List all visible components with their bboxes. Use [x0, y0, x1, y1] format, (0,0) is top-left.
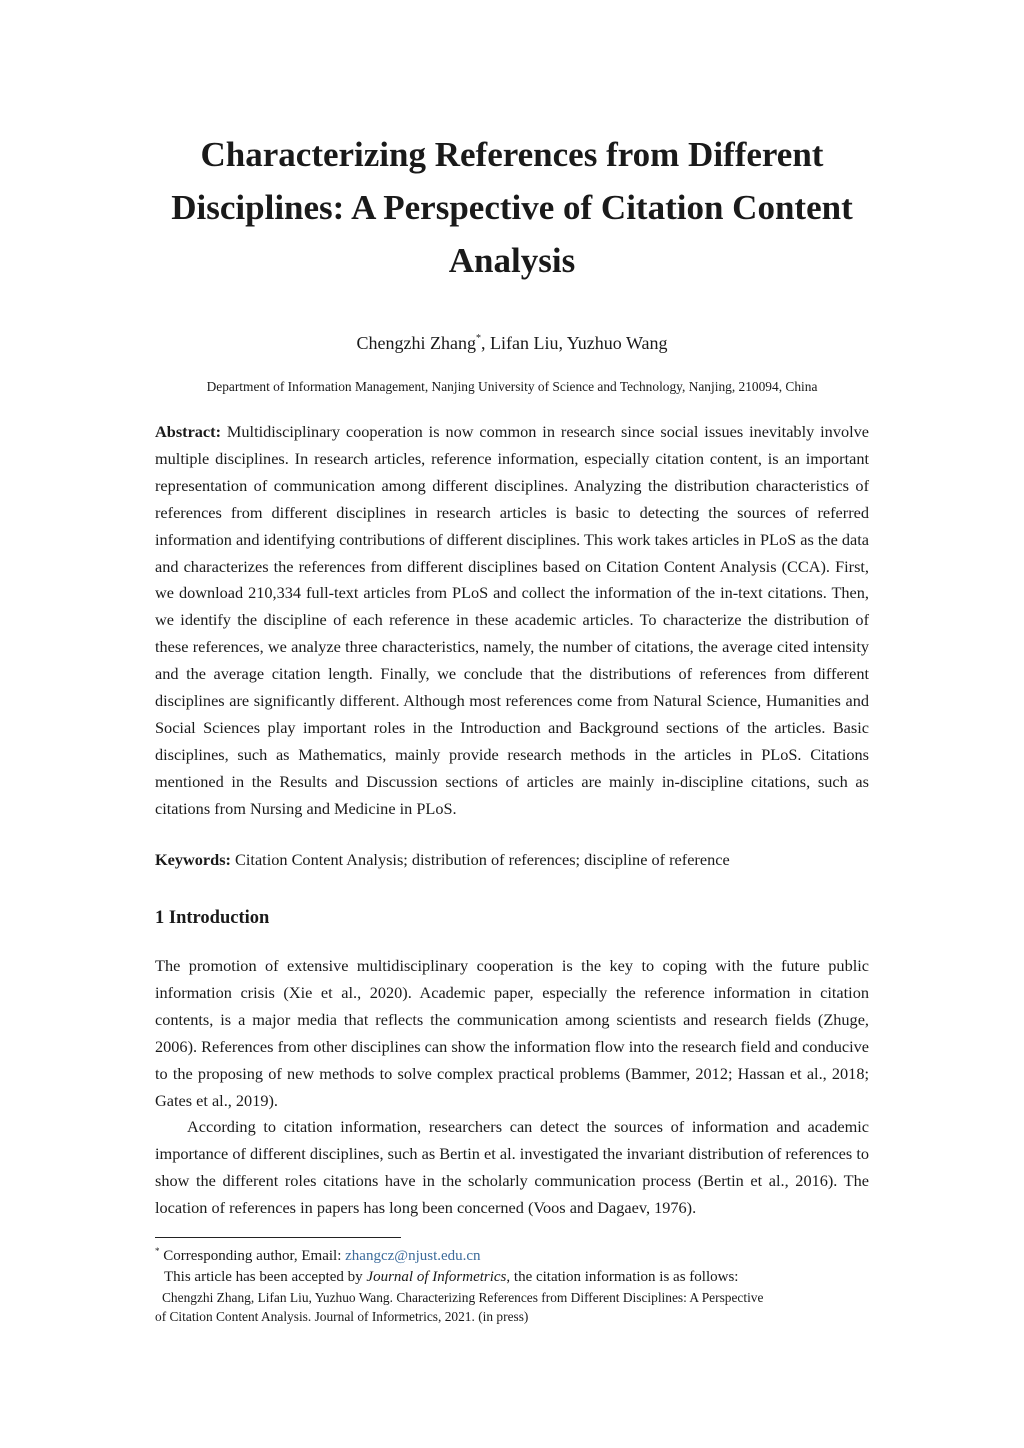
footnote-citation-line: Chengzhi Zhang, Lifan Liu, Yuzhuo Wang. Characterizing References from Different Disciplines: A Perspective [162, 1290, 764, 1305]
footnote-divider [155, 1237, 401, 1238]
footnote-accepted-prefix: This article has been accepted by [164, 1269, 367, 1285]
footnote [155, 1246, 869, 1326]
paper-title: Characterizing References from Different Disciplines: A Perspective of Citation Content Analysis [171, 135, 853, 280]
footnote-corresponding-line [155, 1246, 869, 1267]
author-others: , Lifan Liu, Yuzhuo Wang [480, 333, 668, 353]
footnote-accepted-suffix: , the citation information is as follows: [506, 1269, 739, 1285]
corresponding-mark: * [475, 333, 481, 344]
footnote-corresponding-label: Corresponding author, Email: [159, 1248, 346, 1264]
corresponding-email-link[interactable]: zhangcz@njust.edu.cn [345, 1248, 481, 1264]
abstract-text: Multidisciplinary cooperation is now common in research since social issues inevitably involve multiple disciplines. In research articles, reference information, especially citation content, is an important representation of communication among different disciplines. Analyzing the distribution characteristics of references from different disciplines in research articles is basic to detecting the sources of referred information and identifying contributions of different disciplines. This work takes articles in PLoS as the data and characterizes the references from different disciplines based on Citation Content Analysis (CCA). First, we download 210,334 full-text articles from PLoS and collect the information of the in-text citations. Then, we identify the discipline of each reference in these academic articles. To characterize the distribution of these references, we analyze three characteristics, namely, the number of citations, the average cited intensity and the average citation length. Finally, we conclude that the distributions of references from different disciplines are significantly different. Although most references come from Natural Science, Humanities and Social Sciences play important roles in the Introduction and Background sections of the articles. Basic disciplines, such as Mathematics, mainly provide research methods in the articles in PLoS. Citations mentioned in the Results and Discussion sections of articles are mainly in-discipline citations, such as citations from Nursing and Medicine in PLoS. [155, 422, 869, 818]
section-heading-introduction: 1 Introduction [155, 908, 270, 928]
footnote-citation-line: of Citation Content Analysis. Journal of Informetrics, 2021. (in press) [155, 1309, 529, 1324]
affiliation: Department of Information Management, Nanjing University of Science and Technology, Nanjing, 210094, China [206, 379, 818, 394]
footnote-journal: Journal of Informetrics [366, 1269, 507, 1285]
keywords [155, 847, 869, 874]
author-corresponding: Chengzhi Zhang [356, 333, 476, 353]
abstract-label: Abstract: [155, 422, 222, 441]
introduction-paragraph: According to citation information, researchers can detect the sources of information and academic importance of different disciplines, such as Bertin et al. investigated the invariant distribution of references to show the different roles citations have in the scholarly communication process (Bertin et al., 2016). The location of references in papers has long been concerned (Voos and Dagaev, 1976). [155, 1117, 869, 1217]
abstract [155, 419, 869, 823]
footnote-mark: * [155, 1246, 160, 1256]
footnote-citation [155, 1288, 869, 1326]
author-list [150, 331, 874, 355]
keywords-label: Keywords: [155, 850, 231, 869]
keywords-text: Citation Content Analysis; distribution of references; discipline of reference [230, 850, 730, 869]
introduction-paragraph: The promotion of extensive multidisciplinary cooperation is the key to coping with the future public information crisis (Xie et al., 2020). Academic paper, especially the reference information in citation contents, is a major media that reflects the communication among scientists and research fields (Zhuge, 2006). References from other disciplines can show the information flow into the research field and conducive to the proposing of new methods to solve complex practical problems (Bammer, 2012; Hassan et al., 2018; Gates et al., 2019). [155, 956, 869, 1110]
footnote-accepted-line [155, 1267, 869, 1288]
